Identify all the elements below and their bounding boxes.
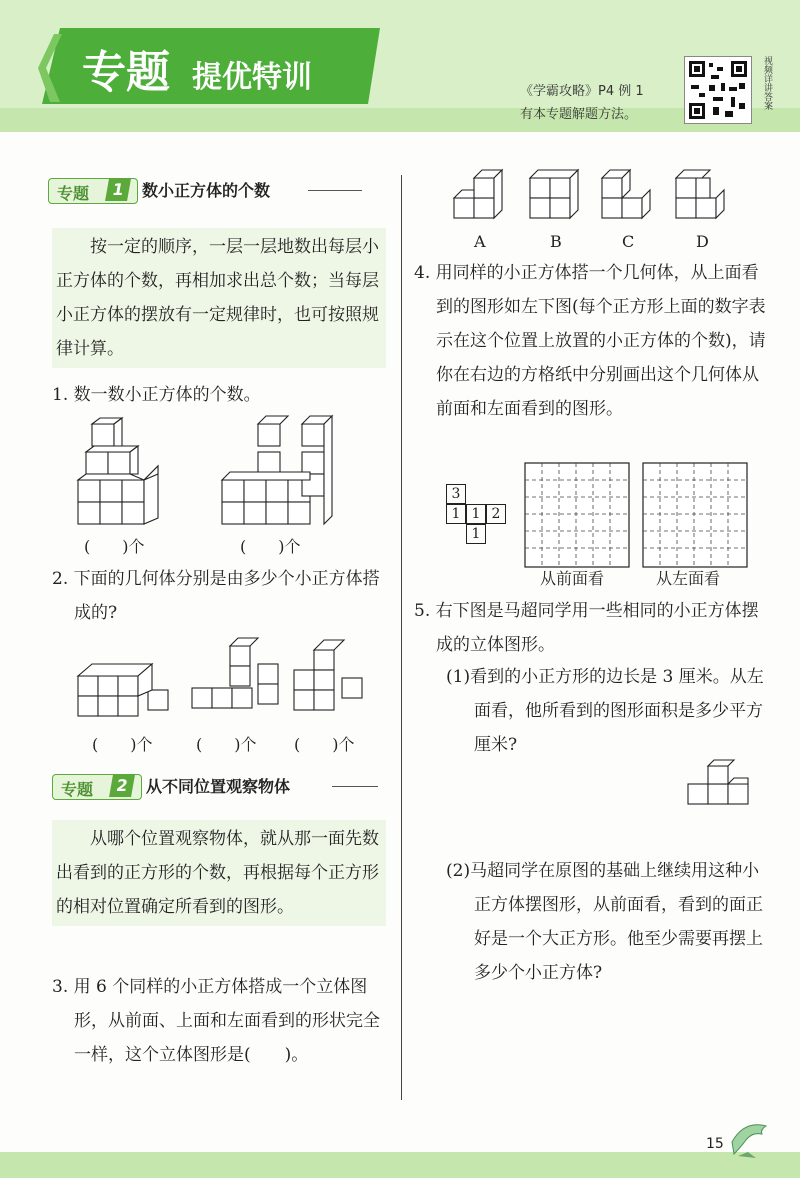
q4-grid-front-label: 从前面看 (540, 569, 605, 588)
q5-sub1: (1)看到的小正方形的边长是 3 厘米。从左面看，他所看到的图形面积是多少平方厘米? (446, 667, 764, 755)
q3-figure-b (530, 170, 578, 218)
topic2-header (52, 772, 392, 800)
q4-grid-left-label: 从左面看 (656, 569, 721, 588)
q3-text: 3. 用 6 个同样的小正方体搭成一个立体图形，从前面、上面和左面看到的形状完全一样，这个立体图形是( )。 (52, 977, 380, 1065)
q3-figure-c (602, 170, 650, 218)
q3-option-b[interactable]: B (550, 232, 562, 251)
q1-figure1 (70, 412, 170, 532)
topic2-tag-number: 2 (109, 775, 135, 797)
header-ref-line1: 《学霸攻略》P4 例 1 (520, 84, 644, 99)
header-title-main: 专题 (82, 47, 170, 98)
column-divider (401, 175, 402, 1100)
q1-blank2[interactable]: ( )个 (240, 537, 301, 556)
q5-figure (684, 758, 754, 812)
q4-cell: 3 (446, 484, 466, 504)
topic1-tag-number: 1 (105, 179, 131, 201)
q1-figure2 (218, 412, 338, 532)
header-title-sub: 提优特训 (192, 60, 312, 95)
q2-blank2[interactable]: ( )个 (196, 735, 257, 754)
q4-cell: 1 (466, 524, 486, 544)
topic1-header (48, 176, 394, 204)
topic1-title: 数小正方体的个数 (142, 181, 271, 200)
q2-figure3 (294, 640, 362, 710)
q5-text: 5. 右下图是马超同学用一些相同的小正方体摆成的立体图形。 (414, 601, 759, 655)
header-band-lower (0, 108, 800, 132)
topic1-rule (308, 190, 362, 191)
q4-text: 4. 用同样的小正方体搭一个几何体，从上面看到的图形如左下图(每个正方形上面的数字表示在这个位置上放置的小正方体的个数)，请你在右边的方格纸中分别画出这个几何体从前面和左面看到的图形。 (414, 263, 766, 419)
q2-figure1 (78, 664, 168, 716)
qr-caption: 视频详讲答案 (762, 56, 772, 110)
q2-figure2 (192, 638, 278, 708)
topic2-summary: 从哪个位置观察物体，就从那一面先数出看到的正方形的个数，再根据每个正方形的相对位置确定所看到的图形。 (52, 820, 386, 926)
qr-code-icon[interactable] (684, 56, 752, 124)
topic1-summary: 按一定的顺序，一层一层地数出每层小正方体的个数，再相加求出总个数；当每层小正方体的摆放有一定规律时，也可按照规律计算。 (52, 228, 386, 368)
q3-figure-a (454, 170, 502, 218)
q4-cell: 2 (486, 504, 506, 524)
q3-option-d[interactable]: D (696, 232, 709, 251)
q1-text: 1. 数一数小正方体的个数。 (52, 385, 261, 405)
q3-option-figures (448, 162, 738, 228)
topic2-tag (52, 774, 142, 800)
topic2-rule (332, 786, 378, 787)
q5-sub2: (2)马超同学在原图的基础上继续用这种小正方体摆图形，从前面看，看到的面正好是一个大正方形。他至少需要再摆上多少个小正方体? (446, 861, 763, 983)
dolphin-icon (726, 1112, 776, 1162)
q4-grid-front[interactable] (524, 462, 630, 568)
header-title (60, 28, 380, 102)
topic2-tag-label: 专题 (61, 780, 94, 799)
q1-blank1[interactable]: ( )个 (84, 537, 145, 556)
q4-cell: 1 (446, 504, 466, 524)
q3-option-c[interactable]: C (622, 232, 635, 251)
topic1-tag-label: 专题 (57, 184, 90, 203)
q2-blank1[interactable]: ( )个 (92, 735, 153, 754)
q2-text: 2. 下面的几何体分别是由多少个小正方体搭成的? (52, 569, 380, 623)
q4-cell: 1 (466, 504, 486, 524)
q3-figure-d (676, 170, 724, 218)
q4-top-view-grid (446, 484, 512, 544)
header-ref-line2: 有本专题解题方法。 (520, 107, 638, 122)
topic1-tag (48, 178, 138, 204)
footer-band (0, 1152, 800, 1178)
q4-grid-left[interactable] (642, 462, 748, 568)
cube-stack (78, 418, 158, 524)
q3-option-a[interactable]: A (474, 232, 486, 251)
topic2-title: 从不同位置观察物体 (146, 777, 291, 796)
q2-blank3[interactable]: ( )个 (294, 735, 355, 754)
q2-figures (72, 630, 382, 726)
page-number: 15 (706, 1136, 724, 1152)
